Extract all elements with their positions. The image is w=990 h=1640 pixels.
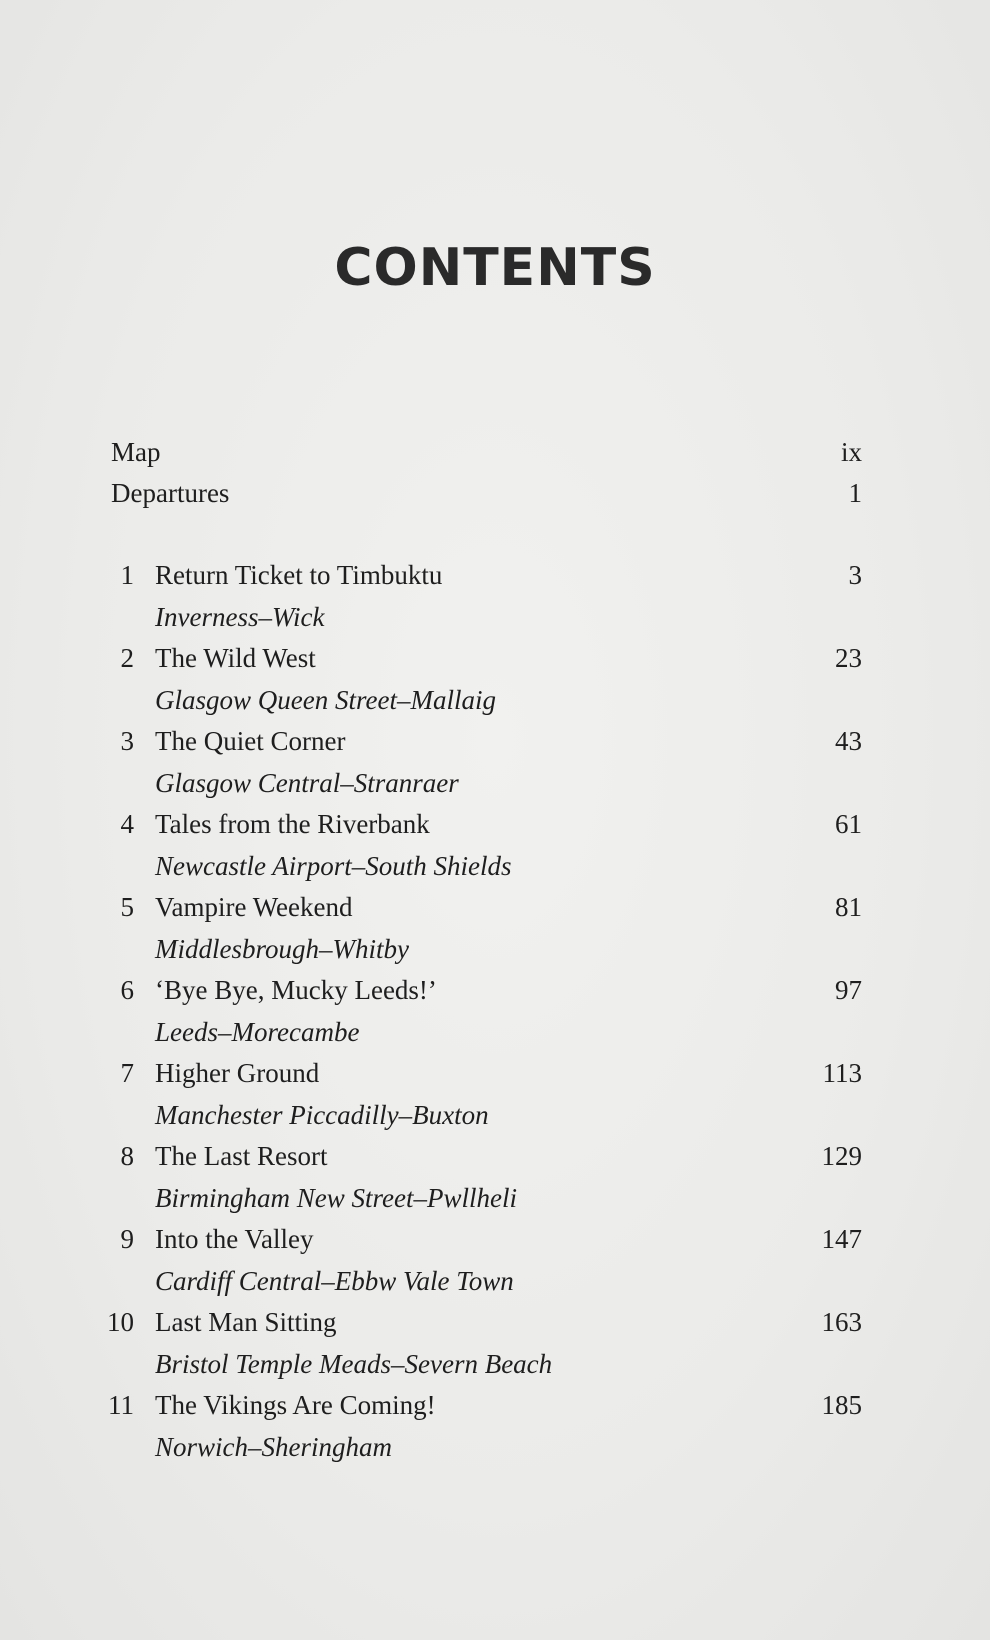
chapter-route (0, 597, 990, 637)
page-title: CONTENTS (334, 238, 656, 298)
toc-entry-map (0, 432, 990, 472)
toc-page-number: 147 (821, 1224, 862, 1254)
toc-page-number: 97 (835, 975, 862, 1005)
chapter-entry (0, 1219, 990, 1259)
chapter-title: Into the Valley (155, 1224, 314, 1254)
chapter-entry (0, 1053, 990, 1093)
chapter-entry (0, 970, 990, 1010)
toc-page-number: 185 (821, 1390, 862, 1420)
toc-page-number: 163 (821, 1307, 862, 1337)
chapter-entry (0, 1385, 990, 1425)
chapter-title: The Quiet Corner (155, 726, 346, 756)
chapter-title: Vampire Weekend (155, 892, 353, 922)
chapter-entry (0, 638, 990, 678)
toc-page-number: 23 (835, 643, 862, 673)
chapter-route (0, 680, 990, 720)
chapter-number: 3 (120, 726, 134, 756)
chapter-number: 8 (120, 1141, 134, 1171)
chapter-route (0, 1095, 990, 1135)
chapter-title: The Last Resort (155, 1141, 328, 1171)
chapter-route (0, 846, 990, 886)
chapter-number: 7 (120, 1058, 134, 1088)
chapter-number: 6 (120, 975, 134, 1005)
chapter-number: 9 (120, 1224, 134, 1254)
toc-page-number: 81 (835, 892, 862, 922)
toc-page-number: 129 (821, 1141, 862, 1171)
toc-page-number: 43 (835, 726, 862, 756)
chapter-subtitle: Leeds–Morecambe (155, 1017, 360, 1047)
chapter-route (0, 1261, 990, 1301)
chapter-subtitle: Manchester Piccadilly–Buxton (155, 1100, 489, 1130)
chapter-subtitle: Inverness–Wick (155, 602, 325, 632)
chapter-entry (0, 555, 990, 595)
chapter-route (0, 1012, 990, 1052)
chapter-number: 10 (107, 1307, 134, 1337)
toc-entry-departures (0, 473, 990, 513)
chapter-title: ‘Bye Bye, Mucky Leeds!’ (155, 975, 437, 1005)
chapter-number: 2 (120, 643, 134, 673)
chapter-subtitle: Middlesbrough–Whitby (155, 934, 409, 964)
toc-page-number: 3 (848, 560, 862, 590)
chapter-number: 1 (120, 560, 134, 590)
chapter-route (0, 1344, 990, 1384)
chapter-entry (0, 1302, 990, 1342)
chapter-title: Tales from the Riverbank (155, 809, 430, 839)
toc-page-number: ix (840, 437, 862, 467)
chapter-subtitle: Norwich–Sheringham (155, 1432, 393, 1462)
chapter-entry (0, 1136, 990, 1176)
chapter-subtitle: Newcastle Airport–South Shields (155, 851, 512, 881)
toc-entry-label: Departures (111, 478, 230, 508)
chapter-entry (0, 804, 990, 844)
chapter-entry (0, 721, 990, 761)
chapter-route (0, 763, 990, 803)
chapter-subtitle: Glasgow Queen Street–Mallaig (155, 685, 496, 715)
toc-page-number: 1 (848, 478, 862, 508)
chapter-route (0, 1178, 990, 1218)
chapter-entry (0, 887, 990, 927)
chapter-route (0, 1427, 990, 1467)
chapter-number: 11 (108, 1390, 134, 1420)
chapter-title: The Wild West (155, 643, 316, 673)
chapter-route (0, 929, 990, 969)
chapter-title: Higher Ground (155, 1058, 320, 1088)
chapter-title: Last Man Sitting (155, 1307, 337, 1337)
chapter-title: Return Ticket to Timbuktu (155, 560, 443, 590)
chapter-subtitle: Glasgow Central–Stranraer (155, 768, 459, 798)
chapter-subtitle: Cardiff Central–Ebbw Vale Town (155, 1266, 514, 1296)
chapter-subtitle: Birmingham New Street–Pwllheli (155, 1183, 517, 1213)
chapter-subtitle: Bristol Temple Meads–Severn Beach (155, 1349, 553, 1379)
chapter-title: The Vikings Are Coming! (155, 1390, 436, 1420)
toc-entry-label: Map (111, 437, 161, 467)
chapter-number: 4 (120, 809, 134, 839)
chapter-number: 5 (120, 892, 134, 922)
toc-page-number: 61 (835, 809, 862, 839)
toc-page-number: 113 (822, 1058, 862, 1088)
